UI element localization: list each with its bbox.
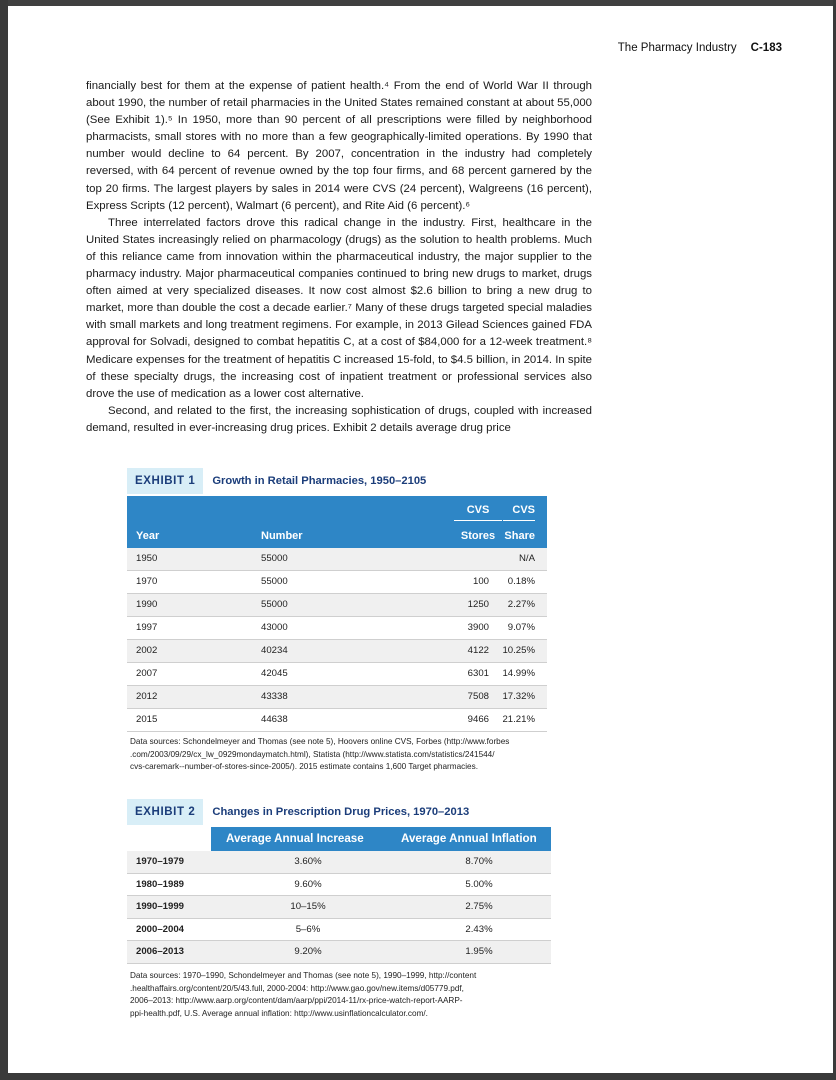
table-row bbox=[127, 640, 547, 663]
source-line: Data sources: 1970–1990, Schondelmeyer and Thomas (see note 5), 1990–1999, http://content bbox=[130, 971, 477, 980]
cell-period: 1980–1989 bbox=[136, 878, 185, 890]
exhibit-2-tag: EXHIBIT 2 bbox=[127, 799, 203, 825]
cell-stores: 9466 bbox=[467, 714, 489, 725]
source-line: ppi-health.pdf, U.S. Average annual inflation: http://www.usinflationcalculator.com/. bbox=[130, 1008, 428, 1018]
cell-year: 1997 bbox=[136, 622, 158, 633]
header-divider bbox=[503, 520, 535, 521]
exhibit-1-sources bbox=[130, 736, 509, 774]
table-row bbox=[127, 686, 547, 709]
cell-increase: 9.20% bbox=[294, 946, 322, 957]
cell-period: 1990–1999 bbox=[136, 901, 185, 912]
table-row bbox=[127, 851, 551, 874]
exhibit-1-table bbox=[127, 496, 547, 732]
cell-period: 2006–2013 bbox=[136, 946, 185, 957]
header-average-annual-inflation: Average Annual Inflation bbox=[401, 832, 537, 845]
cell-number: 40234 bbox=[261, 645, 288, 656]
cell-period: 1970–1979 bbox=[136, 856, 185, 867]
exhibit-2-header bbox=[127, 799, 469, 825]
exhibit-2-sources bbox=[130, 970, 476, 1020]
table-row bbox=[127, 874, 551, 897]
cell-share: 9.07% bbox=[507, 622, 535, 633]
cell-year: 2002 bbox=[136, 645, 158, 656]
header-cvs-stores-group: CVS bbox=[466, 504, 490, 516]
cell-number: 55000 bbox=[261, 599, 288, 610]
cell-stores: 1250 bbox=[467, 599, 489, 610]
cell-share: 2.27% bbox=[507, 599, 535, 610]
exhibit-1-header bbox=[127, 468, 426, 494]
cell-increase: 9.60% bbox=[294, 878, 322, 890]
cell-share: 17.32% bbox=[502, 691, 535, 702]
header-cvs-share-group: CVS bbox=[512, 504, 535, 516]
cell-year: 2007 bbox=[136, 668, 158, 679]
cell-year: 1950 bbox=[136, 553, 158, 564]
running-head-title: The Pharmacy Industry bbox=[617, 42, 737, 54]
cell-increase: 3.60% bbox=[294, 856, 322, 867]
viewer-bottom-edge bbox=[0, 1073, 836, 1080]
cell-share: 14.99% bbox=[502, 668, 535, 679]
table-row bbox=[127, 594, 547, 617]
cell-number: 42045 bbox=[261, 668, 288, 679]
table-row bbox=[127, 941, 551, 964]
cell-number: 43000 bbox=[261, 622, 288, 633]
viewer-top-edge bbox=[0, 0, 836, 6]
cell-year: 1990 bbox=[136, 599, 158, 610]
running-head bbox=[618, 42, 782, 54]
header-share: Share bbox=[504, 530, 535, 542]
cell-share: 21.21% bbox=[502, 714, 535, 725]
table-row bbox=[127, 896, 551, 919]
cell-inflation: 1.95% bbox=[465, 946, 493, 957]
table-row bbox=[127, 548, 547, 571]
source-line: .com/2003/09/29/cx_lw_0929mondaymatch.html), Statista (http://www.statista.com/statistics/241544/ bbox=[130, 749, 495, 759]
header-stores: Stores bbox=[460, 530, 496, 542]
header-number: Number bbox=[261, 530, 303, 542]
cell-stores: 100 bbox=[472, 576, 489, 587]
cell-share: 0.18% bbox=[507, 576, 535, 587]
table-row bbox=[127, 663, 547, 686]
paragraph: financially best for them at the expense of patient health.⁴ From the end of World War II through about 1990, the number of retail pharmacies in the United States remained constant at about 55,000 (See Exhibit 1).⁵ In 1950, more than 90 percent of all prescriptions were filled by neighborhood pharmacists, small stores with no more than a few geographically-limited operations. By 1990 that number would decline to 64 percent. By 2007, concentration in the industry had completely reversed, with 64 percent of revenue owned by the top four firms, and 68 percent garnered by the top 20 firms. The largest players by sales in 2014 were CVS (24 percent), Walgreens (16 percent), Express Scripts (12 percent), Walmart (6 percent), and Rite Aid (6 percent).⁶ bbox=[86, 80, 592, 212]
source-line: .healthaffairs.org/content/20/5/43.full, 2000-2004: http://www.gao.gov/new.items/d05779.pdf, bbox=[130, 983, 464, 993]
source-line: Data sources: Schondelmeyer and Thomas (see note 5), Hoovers online CVS, Forbes (http://www.forbes bbox=[130, 737, 510, 746]
source-line: 2006–2013: http://www.aarp.org/content/dam/aarp/ppi/2014-11/rx-price-watch-report-AARP- bbox=[130, 996, 463, 1006]
exhibit-1-title: Growth in Retail Pharmacies, 1950–2105 bbox=[212, 475, 427, 487]
cell-inflation: 8.70% bbox=[465, 856, 493, 867]
exhibit-1-tag: EXHIBIT 1 bbox=[127, 468, 203, 494]
cell-stores: 7508 bbox=[467, 691, 489, 702]
header-divider bbox=[454, 520, 502, 521]
cell-stores: 3900 bbox=[467, 622, 489, 633]
table-header bbox=[127, 496, 547, 548]
cell-number: 43338 bbox=[261, 691, 288, 702]
cell-inflation: 5.00% bbox=[465, 878, 493, 890]
source-line: cvs-caremark--number-of-stores-since-2005/). 2015 estimate contains 1,600 Target pharmacies. bbox=[130, 762, 478, 772]
viewer-left-edge bbox=[0, 0, 8, 1080]
table-row bbox=[127, 919, 551, 942]
cell-inflation: 2.75% bbox=[465, 901, 493, 912]
body-text bbox=[86, 78, 592, 437]
cell-period: 2000–2004 bbox=[136, 923, 185, 935]
table-row bbox=[127, 709, 547, 732]
cell-share: N/A bbox=[519, 553, 535, 564]
exhibit-2-title: Changes in Prescription Drug Prices, 1970–2013 bbox=[212, 806, 470, 818]
cell-increase: 5–6% bbox=[295, 923, 321, 935]
table-row bbox=[127, 571, 547, 594]
header-average-annual-increase: Average Annual Increase bbox=[226, 832, 364, 845]
cell-year: 2012 bbox=[136, 691, 158, 702]
table-row bbox=[127, 617, 547, 640]
cell-number: 55000 bbox=[261, 553, 288, 564]
paragraph: Three interrelated factors drove this radical change in the industry. First, healthcare in the United States increasingly relied on pharmacology (drugs) as the solution to health problems. Much of this reliance came from innovation within the pharmaceutical industry, the major supplier to the pharmacy industry. Major pharmaceutical companies continued to bring new drugs to market, drugs often aimed at very specialized diseases. It now cost almost $2.6 billion to bring a new drug to market, more than double the cost a decade earlier.⁷ Many of these drugs targeted special maladies with small markets and long treatment regimens. For example, in 2013 Gilead Sciences gained FDA approval for Solvadi, designed to combat hepatitis C, at a cost of $84,000 for a 12-week treatment.⁸ Medicare expenses for the treatment of hepatitis C increased 15-fold, to $4.5 billion, in 2014. In spite of these specialty drugs, the increasing cost of inpatient treatment or professional services also drove the use of medication as a lower cost alternative. bbox=[86, 216, 592, 400]
cell-number: 55000 bbox=[261, 576, 288, 587]
exhibit-2-table bbox=[127, 827, 551, 964]
cell-share: 10.25% bbox=[502, 645, 535, 656]
cell-inflation: 2.43% bbox=[465, 923, 493, 935]
cell-increase: 10–15% bbox=[290, 901, 326, 912]
page-number: C-183 bbox=[750, 42, 782, 54]
header-year: Year bbox=[136, 530, 160, 542]
cell-year: 1970 bbox=[136, 576, 158, 587]
cell-stores: 6301 bbox=[467, 668, 489, 679]
cell-year: 2015 bbox=[136, 714, 158, 725]
cell-number: 44638 bbox=[261, 714, 288, 725]
paragraph: Second, and related to the first, the increasing sophistication of drugs, coupled with increased demand, resulted in ever-increasing drug prices. Exhibit 2 details average drug price bbox=[86, 404, 592, 434]
cell-stores: 4122 bbox=[467, 645, 489, 656]
table-header bbox=[211, 827, 551, 851]
